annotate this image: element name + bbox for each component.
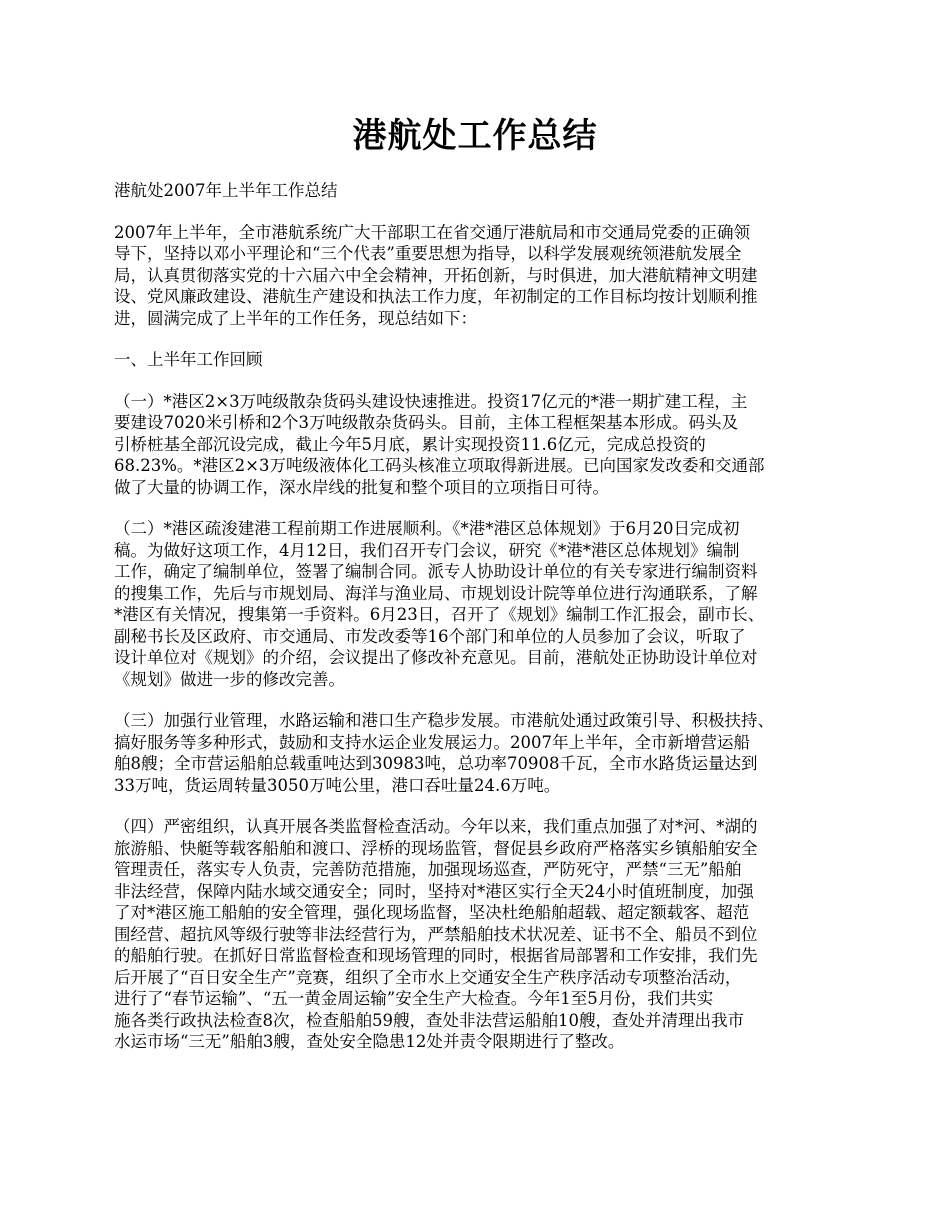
item-1-paragraph [114, 391, 846, 499]
paragraph-line: 进，圆满完成了上半年的工作任务，现总结如下： [114, 308, 477, 328]
item-4-paragraph [114, 816, 846, 1053]
paragraph-line: 围经营、超抗风等级行驶等非法经营行为，严禁船舶技术状况差、证书不全、船员不到位 [114, 924, 758, 944]
paragraph-line: 设、党风廉政建设、港航生产建设和执法工作力度，年初制定的工作目标均按计划顺利推 [114, 287, 758, 306]
paragraph-line: 设计单位对《规划》的介绍，会议提出了修改补充意见。目前，港航处正协助设计单位对 [114, 648, 758, 667]
paragraph-line: 舶8艘；全市营运船舶总载重吨达到30983吨，总功率70908千瓦，全市水路货运量达到 [114, 754, 758, 773]
paragraph-line: （二）*港区疏浚建港工程前期工作进展顺利。《*港*港区总体规划》于6月20日完成初 [114, 519, 740, 538]
paragraph-line: 局，认真贯彻落实党的十六届六中全会精神，开拓创新，与时俱进，加大港航精神文明建 [114, 265, 758, 285]
paragraph-line: *港区有关情况，搜集第一手资料。6月23日，召开了《规划》编制工作汇报会，副市长、 [114, 605, 765, 624]
paragraph-line: 的船舶行驶。在抓好日常监督检查和现场管理的同时，根据省局部署和工作安排，我们先 [114, 946, 758, 965]
paragraph-line: 进行了“春节运输”、“五一黄金周运输”安全生产大检查。今年1至5月份，我们共实 [114, 989, 714, 1008]
paragraph-line: 要建设7020米引桥和2个3万吨级散杂货码头。目前，主体工程框架基本形成。码头及 [114, 413, 738, 432]
paragraph-line: 稿。为做好这项工作，4月12日，我们召开专门会议，研究《*港*港区总体规划》编制 [114, 540, 740, 560]
paragraph-line: 2007年上半年，全市港航系统广大干部职工在省交通厅港航局和市交通局党委的正确领 [114, 222, 750, 242]
paragraph-line: 的搜集工作，先后与市规划局、海洋与渔业局、市规划设计院等单位进行沟通联系，了解 [114, 583, 758, 603]
document-title: 港航处工作总结 [352, 116, 598, 156]
paragraph-line: （三）加强行业管理，水路运输和港口生产稳步发展。市港航处通过政策引导、积极扶持、 [114, 711, 774, 730]
paragraph-line: 68.23%。*港区2×3万吨级液体化工码头核准立项取得新进展。已向国家发改委和交通部 [114, 456, 765, 475]
section-heading: 一、上半年工作回顾 [114, 350, 263, 369]
paragraph-line: 非法经营，保障内陆水域交通安全；同时，坚持对*港区实行全天24小时值班制度，加强 [114, 881, 754, 901]
paragraph-line: 旅游船、快艇等载客船舶和渡口、浮桥的现场监管，督促县乡政府严格落实乡镇船舶安全 [114, 838, 758, 858]
paragraph-line: 水运市场“三无”船舶3艘，查处安全隐患12处并责令限期进行了整改。 [114, 1032, 625, 1051]
paragraph-line: （一）*港区2×3万吨级散杂货码头建设快速推进。投资17亿元的*港一期扩建工程，主 [114, 391, 748, 411]
document-subtitle: 港航处2007年上半年工作总结 [114, 181, 338, 200]
paragraph-line: 引桥桩基全部沉设完成，截止今年5月底，累计实现投资11.6亿元，完成总投资的 [114, 434, 706, 454]
paragraph-line: 后开展了“百日安全生产”竞赛，组织了全市水上交通安全生产秩序活动专项整治活动， [114, 967, 742, 987]
paragraph-line: 《规划》做进一步的修改完善。 [114, 669, 345, 689]
paragraph-line: 施各类行政执法检查8次，检查船舶59艘，查处非法营运船舶10艘，查处并清理出我市 [114, 1010, 744, 1030]
item-2-paragraph [114, 518, 846, 690]
paragraph-line: 了对*港区施工船舶的安全管理，强化现场监督，坚决杜绝船舶超载、超定额载客、超范 [114, 903, 750, 922]
paragraph-line: 做了大量的协调工作，深水岸线的批复和整个项目的立项指日可待。 [114, 477, 609, 497]
paragraph-line: （四）严密组织，认真开展各类监督检查活动。今年以来，我们重点加强了对*河、*湖的 [114, 817, 758, 836]
intro-paragraph [114, 222, 846, 330]
item-3-paragraph [114, 710, 846, 796]
paragraph-line: 33万吨，货运周转量3050万吨公里，港口吞吐量24.6万吨。 [114, 775, 561, 795]
paragraph-line: 副秘书长及区政府、市交通局、市发改委等16个部门和单位的人员参加了会议，听取了 [114, 626, 746, 646]
paragraph-line: 导下，坚持以邓小平理论和“三个代表”重要思想为指导，以科学发展观统领港航发展全 [114, 244, 742, 263]
paragraph-line: 工作，确定了编制单位，签署了编制合同。派专人协助设计单位的有关专家进行编制资料 [114, 562, 758, 581]
paragraph-line: 管理责任，落实专人负责，完善防范措施，加强现场巡查，严防死守，严禁“三无”船舶 [114, 860, 742, 879]
document-body [114, 180, 846, 1073]
paragraph-line: 搞好服务等多种形式，鼓励和支持水运企业发展运力。2007年上半年，全市新增营运船 [114, 732, 750, 752]
